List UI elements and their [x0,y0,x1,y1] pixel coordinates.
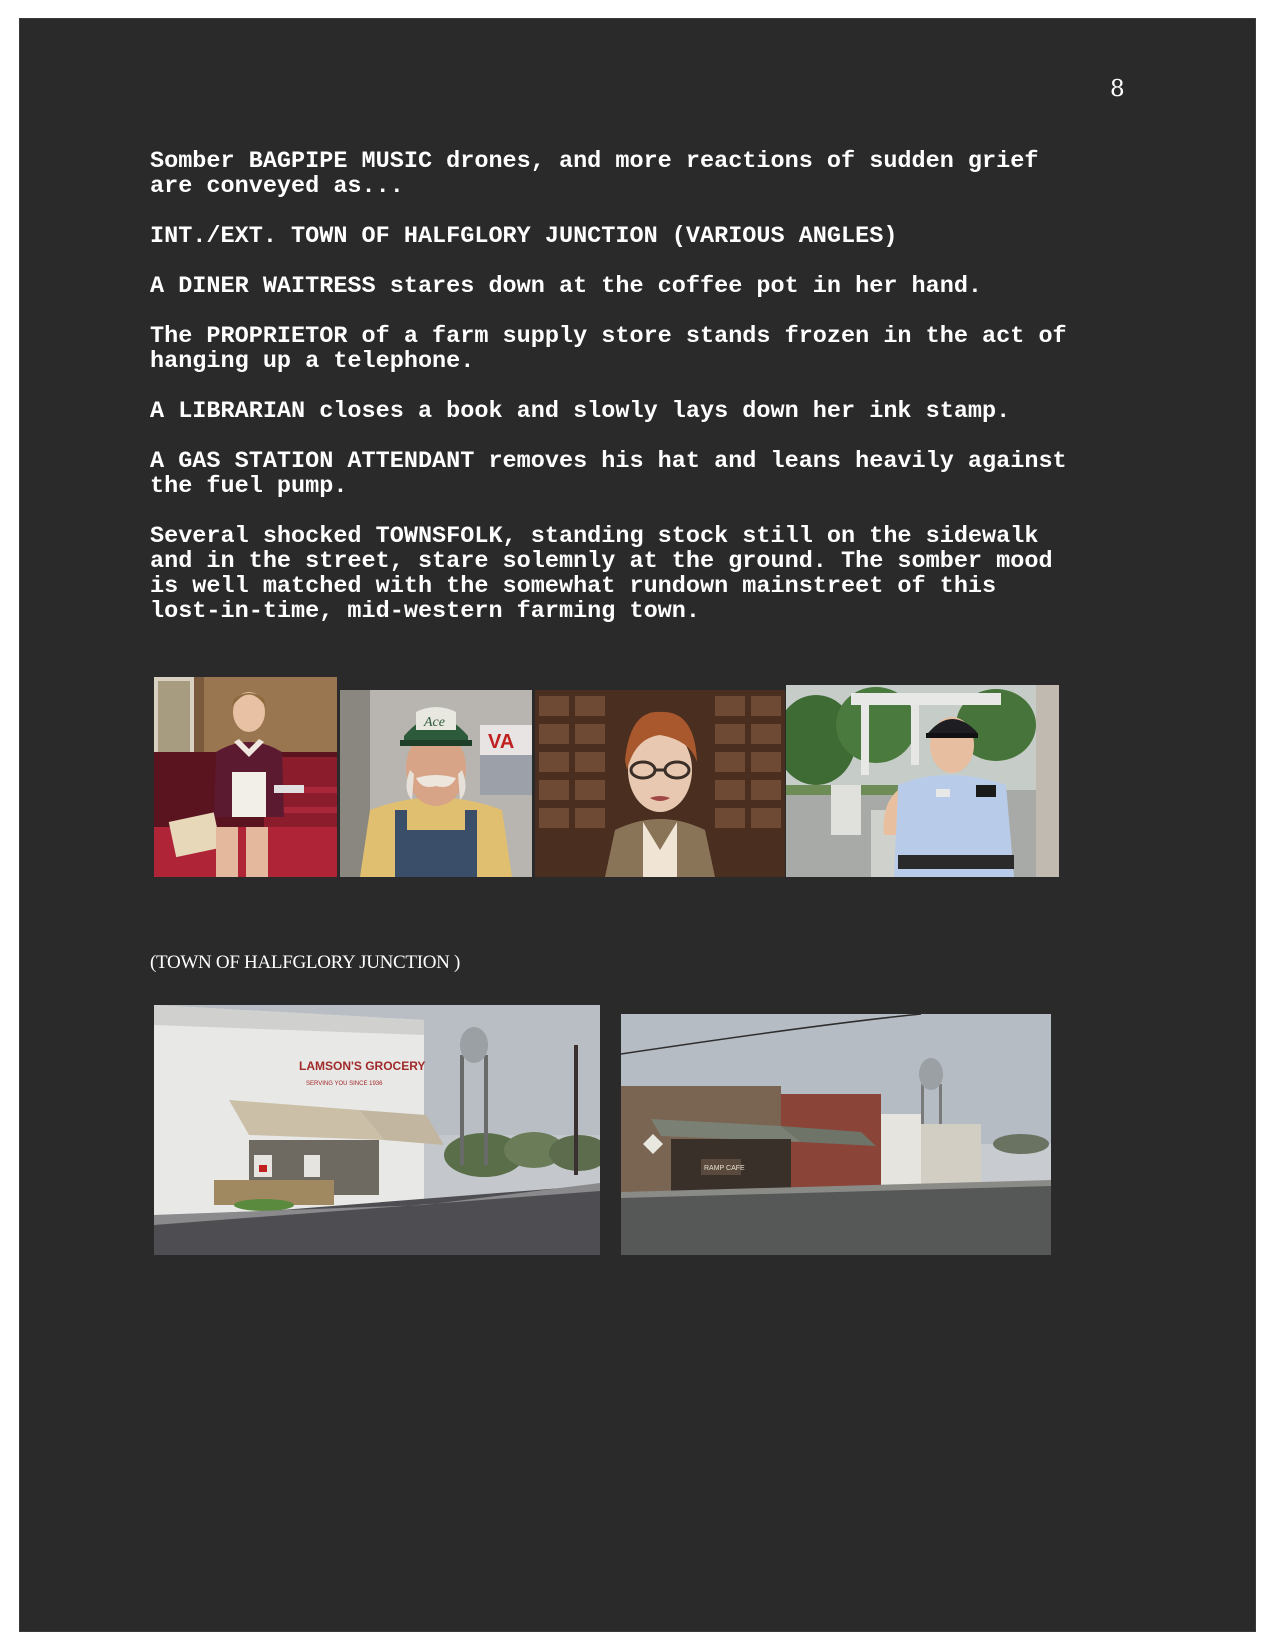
main-street-photo [621,1014,1051,1255]
waitress-photo [154,677,337,877]
attendant-photo-drawing [786,685,1059,877]
grocery-corner-photo [154,1005,600,1255]
librarian-photo-drawing [535,690,785,877]
script-paragraph-townsfolk: Several shocked TOWNSFOLK, standing stock still on the sidewalk and in the street, stare solemnly at the ground. The somber mood is well matched with the somewhat rundown mainstreet of this lost-in-time, mid-western farming town. [150,523,1053,625]
librarian-photo [535,690,785,877]
script-paragraph-bagpipe: Somber BAGPIPE MUSIC drones, and more reactions of sudden grief are conveyed as... [150,148,1039,200]
script-paragraph-waitress: A DINER WAITRESS stares down at the coffee pot in her hand. [150,273,983,300]
script-paragraph-proprietor: The PROPRIETOR of a farm supply store stands frozen in the act of hanging up a telephone. [150,323,1067,375]
grocery-sign-subtext: SERVING YOU SINCE 1936 [306,1081,383,1087]
store-sign-text: VA [488,731,515,753]
screenplay-text [150,149,1140,649]
scene-heading: INT./EXT. TOWN OF HALFGLORY JUNCTION (VARIOUS ANGLES) [150,223,898,250]
town-caption: (TOWN OF HALFGLORY JUNCTION ) [150,952,461,973]
proprietor-photo-drawing [340,690,532,877]
proprietor-photo [340,690,532,877]
script-paragraph-attendant: A GAS STATION ATTENDANT removes his hat and leans heavily against the fuel pump. [150,448,1067,500]
script-paragraph-librarian: A LIBRARIAN closes a book and slowly lays down her ink stamp. [150,398,1011,425]
cap-logo-text: Ace [424,715,445,730]
cafe-sign-text: RAMP CAFE [704,1165,745,1172]
grocery-corner-photo-drawing [154,1005,600,1255]
waitress-photo-drawing [154,677,337,877]
attendant-photo [786,685,1059,877]
main-street-photo-drawing [621,1014,1051,1255]
page-number: 8 [1110,76,1125,102]
grocery-sign-text: LAMSON'S GROCERY [299,1059,426,1073]
